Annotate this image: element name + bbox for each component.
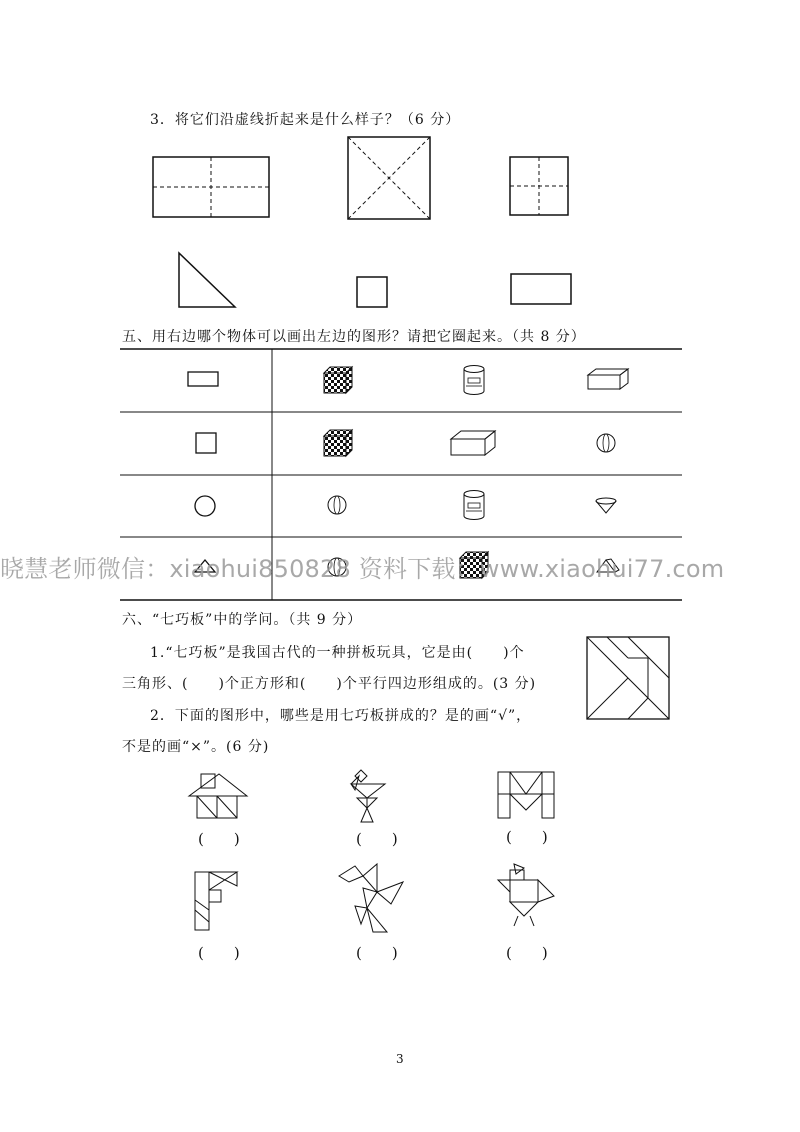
section-6-title: 六、“七巧板”中的学问。（共 9 分）	[122, 612, 363, 628]
page-number: 3	[396, 1052, 404, 1066]
cylinder-can-icon	[461, 489, 487, 521]
cylinder-can-icon	[461, 364, 487, 396]
section-5-title: 五、用右边哪个物体可以画出左边的图形？请把它圈起来。（共 8 分）	[122, 329, 586, 345]
tangram-house-figure	[187, 772, 249, 820]
cone-icon	[594, 497, 618, 515]
tangram-question-1-line-2: 三角形、( )个正方形和( )个平行四边形组成的。(3 分)	[122, 676, 537, 692]
tangram-dancer-figure	[347, 768, 389, 824]
sphere-ball-icon	[326, 494, 348, 516]
tangram-pinwheel-figure	[337, 862, 407, 934]
tangram-bird-figure	[494, 862, 556, 930]
cuboid-box-icon	[586, 367, 630, 391]
tangram-question-2-line-2: 不是的画“×”。(6 分)	[122, 739, 270, 755]
checkered-cube-icon	[322, 365, 354, 395]
answer-blank[interactable]: ( )	[356, 944, 398, 962]
answer-blank[interactable]: ( )	[506, 828, 548, 846]
cuboid-box-icon	[449, 429, 497, 457]
tangram-letter-f-figure	[193, 870, 239, 932]
tangram-question-2-line-1: 2．下面的图形中，哪些是用七巧板拼成的？是的画“√”，	[150, 708, 532, 724]
tangram-square-figure	[586, 636, 670, 720]
circle-outline-shape	[193, 494, 217, 518]
answer-blank[interactable]: ( )	[356, 830, 398, 848]
sphere-ball-icon	[595, 432, 617, 454]
answer-blank[interactable]: ( )	[198, 830, 240, 848]
tangram-question-1-line-1: 1.“七巧板”是我国古代的一种拼板玩具，它是由( )个	[150, 645, 525, 661]
checkered-cube-icon	[322, 428, 354, 458]
tangram-letter-m-figure	[496, 770, 556, 822]
watermark-text: 晓慧老师微信：xiaohui850828 资料下载：www.xiaohui77.com	[0, 555, 725, 583]
question-3-title: 3．将它们沿虚线折起来是什么样子？（6 分）	[150, 112, 461, 128]
rectangle-outline-shape	[187, 371, 219, 387]
answer-blank[interactable]: ( )	[198, 944, 240, 962]
answer-blank[interactable]: ( )	[506, 944, 548, 962]
square-outline-shape	[195, 432, 217, 454]
